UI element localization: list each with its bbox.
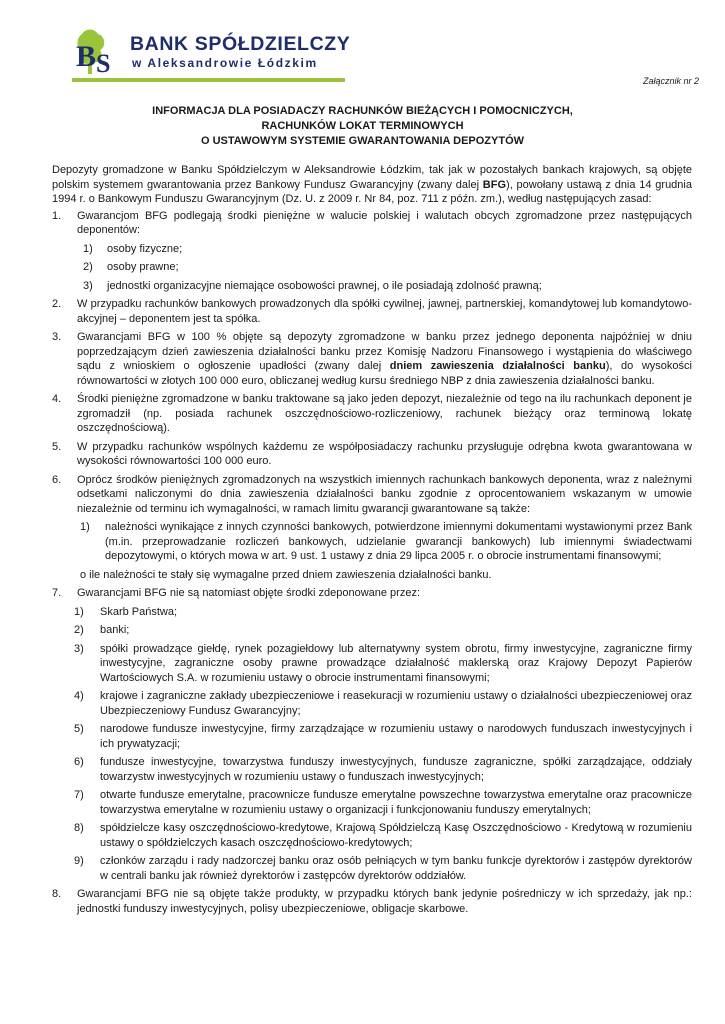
sub-number: 1) — [83, 242, 93, 255]
item-text: Gwarancjami BFG nie są objęte także produkty, w przypadku których bank jedynie pośredniczy w ich sprzedaży, jak np.: jednostki funduszy inwestycyjnych, polisy ubezpieczeniowe, obligacje skarbowe. — [77, 888, 692, 915]
sub-number: 2) — [83, 261, 93, 273]
sub-number: 1) — [74, 605, 84, 618]
list-item — [52, 586, 692, 883]
sub-number: 8) — [74, 822, 84, 834]
sub-text: fundusze inwestycyjne, towarzystwa funduszy inwestycyjnych, fundusze zagraniczne, spółki zarządzające, oddziały towarzystw inwestycyjnych w rozumieniu ustawy o funduszach inwestycyjnych; — [100, 756, 692, 783]
sub-number: 7) — [74, 789, 84, 801]
sub-item — [77, 279, 692, 294]
sub-item — [52, 642, 692, 686]
sub-number: 3) — [74, 642, 84, 655]
annex-label: Załącznik nr 2 — [642, 76, 699, 86]
sub-number: 4) — [74, 690, 84, 702]
bank-name: BANK SPÓŁDZIELCZY — [130, 33, 351, 55]
item-text: Gwarancjom BFG podlegają środki pieniężne w walucie polskiej i walutach obcych zgromadzone przez następujących deponentów: — [77, 209, 692, 236]
sub-text: osoby fizyczne; — [107, 242, 183, 255]
item-note-text: o ile należności te stały się wymagalne przed dniem zawieszenia działalności banku. — [80, 568, 492, 581]
intro-bold: BFG — [482, 178, 507, 191]
sub-item — [52, 821, 692, 850]
sub-item — [77, 242, 692, 257]
item-text-end: ), do wysokości równowartości w złotych 100 000 euro, obliczanej według kursu średniego NBP z dnia zawieszenia działalności banku. — [77, 360, 692, 387]
tree-logo-icon — [72, 26, 124, 76]
item-number: 5. — [52, 440, 62, 453]
title-line: O USTAWOWYM SYSTEMIE GWARANTOWANIA DEPOZYTÓW — [200, 135, 525, 147]
header-divider — [72, 78, 345, 82]
item-number: 1. — [52, 209, 62, 222]
bank-location: w Aleksandrowie Łódzkim — [132, 56, 318, 70]
item-bold-text: dniem zawieszenia działalności banku — [389, 360, 606, 372]
sub-number: 6) — [74, 756, 84, 768]
svg-text:S: S — [96, 49, 111, 76]
item-number: 2. — [52, 298, 62, 310]
sub-text: należności wynikające z innych czynności bankowych, potwierdzone imiennymi dokumentami wystawionymi przez Bank (m.in. przeprowadzanie rozliczeń bankowych, udzielanie gwarancji bankowych) lub imiennymi świadectwami depozytowymi, o których mowa w art. 9 ust. 1 ustawy z dnia 29 lipca 2005 r. o obrocie instrumentami finansowymi; — [105, 521, 692, 562]
sub-item — [52, 623, 692, 638]
sub-item — [52, 755, 692, 784]
sub-number: 2) — [74, 624, 84, 636]
item-text: Gwarancjami BFG nie są natomiast objęte środki zdeponowane przez: — [77, 587, 421, 599]
list-item — [52, 209, 692, 294]
sub-item — [52, 605, 692, 620]
list-item — [52, 392, 692, 436]
item-note — [52, 568, 692, 583]
intro-paragraph — [52, 163, 692, 207]
sub-text: spółdzielcze kasy oszczędnościowo-kredytowe, Krajową Spółdzielczą Kasę Oszczędnościowo - Kredytową w rozumieniu ustawy o spółdzielczych kasach oszczędnościowo-kredytowych; — [100, 822, 692, 849]
sub-text: krajowe i zagraniczne zakłady ubezpieczeniowe i reasekuracji w rozumieniu ustawy o działalności ubezpieczeniowej oraz Ubezpieczeniowy Fundusz Gwarancyjny; — [100, 690, 692, 717]
bank-header — [72, 26, 362, 82]
sub-item — [77, 260, 692, 275]
document-body — [52, 163, 692, 916]
sub-item — [52, 722, 692, 751]
sub-text: osoby prawne; — [107, 261, 179, 273]
item-number: 8. — [52, 888, 62, 900]
title-line: RACHUNKÓW LOKAT TERMINOWYCH — [261, 120, 464, 132]
list-item — [52, 297, 692, 326]
sub-number: 1) — [80, 521, 90, 533]
list-item — [52, 440, 692, 469]
item-number: 7. — [52, 587, 62, 599]
intro-text-end: ), powołany ustawą z dnia 14 grudnia 1994 r. o Bankowym Funduszu Gwarancyjnym (Dz. U. z 2009 r. Nr 84, poz. 711 z późn. zm.), według następujących zasad: — [52, 178, 692, 205]
title-line: INFORMACJA DLA POSIADACZY RACHUNKÓW BIEŻĄCYCH I POMOCNICZYCH, — [152, 105, 573, 117]
item-text: Gwarancjami BFG w 100 % objęte są depozyty zgromadzone w banku przez jednego deponenta najpóźniej w dniu poprzedzającym dzień zawieszenia działalności banku przez Komisję Nadzoru Finansowego i wystąpienia do właściwego sądu z wnioskiem o ogłoszenie upadłości (zwany dalej — [77, 331, 692, 372]
item-text: Środki pieniężne zgromadzone w banku traktowane są jako jeden depozyt, niezależnie od tego na ilu rachunkach deponent je zgromadził (np. posiada rachunek oszczędnościowo-rozliczeniowy, rachunek bieżący oraz terminową lokatę oszczędnościową). — [77, 393, 692, 434]
sub-item — [52, 788, 692, 817]
sub-item — [52, 520, 692, 564]
sub-number: 3) — [83, 279, 93, 292]
item-text: W przypadku rachunków bankowych prowadzonych dla spółki cywilnej, jawnej, partnerskiej, komandytowej lub komandytowo-akcyjnej – deponentem jest ta spółka. — [77, 298, 692, 325]
sub-text: Skarb Państwa; — [100, 605, 178, 618]
sub-text: członków zarządu i rady nadzorczej banku oraz osób pełniących w tym banku funkcje dyrektorów i zastępów dyrektorów w centrali banku jak również dyrektorów i zastępców dyrektorów oddziałów. — [100, 855, 692, 882]
item-number: 4. — [52, 393, 62, 405]
sub-text: banki; — [100, 624, 130, 636]
sub-number: 5) — [74, 723, 84, 735]
list-item — [52, 473, 692, 583]
list-item — [52, 330, 692, 388]
item-text: Oprócz środków pieniężnych zgromadzonych na wszystkich imiennych rachunkach bankowych deponenta, wraz z należnymi odsetkami naliczonymi do dnia zawieszenia działalności banku zgodnie z oprocentowaniem wskazanym w umowie niezależnie od terminu ich wymagalności, w ramach limitu gwarancji gwarantowane są także: — [77, 473, 692, 515]
document-title — [0, 104, 725, 149]
sub-text: narodowe fundusze inwestycyjne, firmy zarządzające w rozumieniu ustawy o narodowych funduszach inwestycyjnych i ich prywatyzacji; — [100, 723, 692, 750]
item-number: 3. — [52, 331, 62, 343]
item-number: 6. — [52, 473, 62, 486]
item-text: W przypadku rachunków wspólnych każdemu ze współposiadaczy rachunku przysługuje odrębna kwota gwarantowana w wysokości równowartości 100 000 euro. — [77, 440, 692, 467]
sub-text: jednostki organizacyjne niemające osobowości prawnej, o ile posiadają zdolność prawną; — [107, 279, 542, 292]
intro-text: Depozyty gromadzone w Banku Spółdzielczym w Aleksandrowie Łódzkim, tak jak w pozostałych bankach krajowych, są objęte polskim systemem gwarantowania przez Bankowy Fundusz Gwarancyjny (zwany dalej — [52, 164, 692, 191]
sub-item — [52, 854, 692, 883]
sub-text: spółki prowadzące giełdę, rynek pozagiełdowy lub alternatywny system obrotu, firmy inwestycyjne, zagraniczne firmy inwestycyjne, zagraniczne osoby prawne prowadzące działalność maklerską oraz Krajowy Depozyt Papierów Wartościowych S.A. w rozumieniu ustawy o obrocie instrumentami finansowymi; — [100, 642, 692, 684]
sub-number: 9) — [74, 855, 84, 867]
sub-item — [52, 689, 692, 718]
svg-text:B: B — [76, 40, 97, 73]
list-item — [52, 887, 692, 916]
sub-text: otwarte fundusze emerytalne, pracownicze fundusze emerytalne powszechne towarzystwa emerytalne oraz pracownicze towarzystwa emerytalne w rozumieniu ustawy o organizacji i funkcjonowaniu funduszy emerytalnych; — [100, 789, 692, 816]
